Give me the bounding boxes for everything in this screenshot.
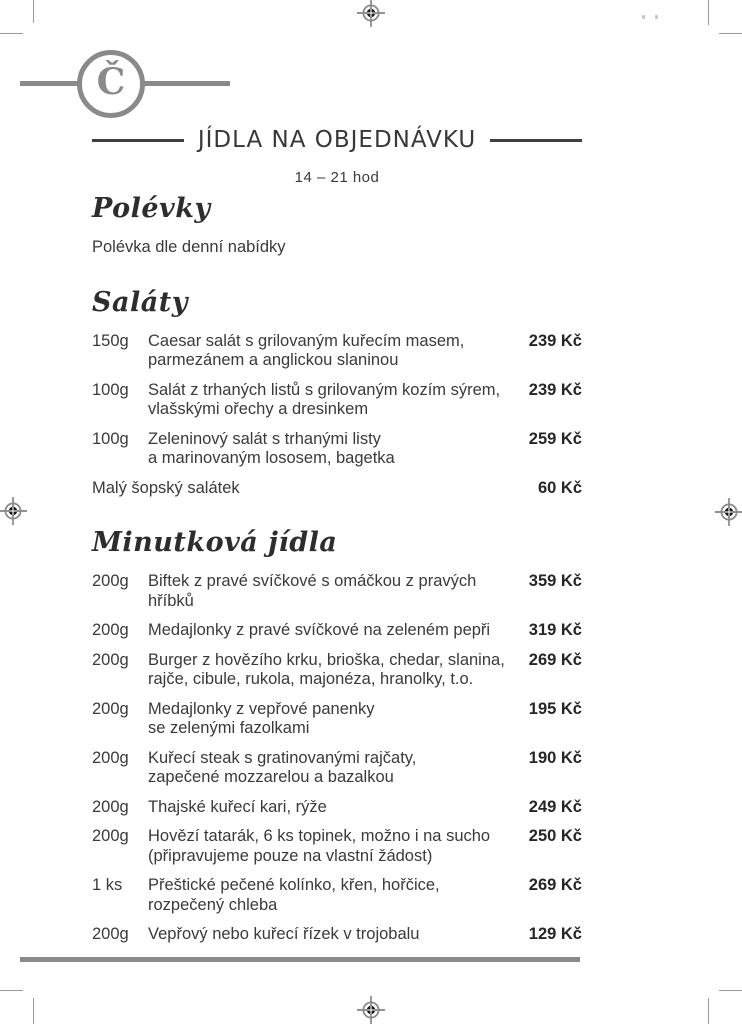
item-description-line: a marinovaným lososem, bagetka [148, 449, 395, 467]
item-price: 259 Kč [528, 429, 582, 448]
item-description-line: Thajské kuřecí kari, rýže [148, 797, 327, 816]
item-description [148, 749, 518, 788]
menu-item [92, 621, 582, 641]
item-price: 359 Kč [528, 572, 582, 590]
item-description-line: zapečené mozzarelou a bazalkou [148, 768, 394, 786]
item-description-line: Caesar salát s grilovaným kuřecím masem, [148, 331, 465, 350]
item-description-line: Vepřový nebo kuřecí řízek v trojobalu [148, 925, 420, 943]
item-description [148, 332, 518, 371]
item-description [148, 876, 518, 915]
section-heading: Minutková jídla [92, 527, 338, 558]
crop-mark-bottom-right-vertical [708, 998, 709, 1024]
item-description [92, 479, 518, 499]
menu-item [92, 827, 582, 866]
item-description-line: Přeštické pečené kolínko, křen, hořčice, [148, 876, 440, 894]
item-weight: 200g [92, 699, 129, 718]
registration-mark-icon [357, 996, 385, 1024]
item-weight: 200g [92, 827, 129, 845]
item-description-line: vlašskými ořechy a dresinkem [148, 400, 369, 418]
item-description-line: Biftek z pravé svíčkové s omáčkou z pravých hříbků [148, 572, 477, 610]
item-price: 319 Kč [528, 621, 582, 639]
section-heading: Saláty [92, 286, 188, 318]
item-description [148, 381, 518, 420]
item-weight: 1 ks [92, 876, 123, 894]
print-speck [642, 15, 645, 19]
menu-section-1 [92, 287, 582, 499]
heading-rule-left [92, 139, 184, 142]
item-description-line: Kuřecí steak s gratinovanými rajčaty, [148, 748, 417, 767]
menu-item [92, 798, 582, 818]
item-description [148, 572, 518, 611]
item-description-line: Burger z hovězího krku, brioška, chedar, slanina, [148, 650, 505, 669]
item-description [148, 621, 518, 641]
item-description [148, 798, 518, 818]
menu-section-2 [92, 527, 582, 945]
item-description-line: Malý šopský salátek [92, 478, 240, 497]
menu-item [92, 925, 582, 945]
item-price: 249 Kč [528, 797, 582, 816]
item-price: 129 Kč [528, 925, 582, 943]
item-description-line: Medajlonky z vepřové panenky [148, 699, 375, 718]
item-description [148, 827, 518, 866]
item-price: 239 Kč [528, 331, 582, 350]
menu-item [92, 651, 582, 690]
item-description-line: rozpečený chleba [148, 895, 278, 914]
heading-rule-right [490, 139, 582, 142]
menu-item [92, 876, 582, 915]
item-weight: 200g [92, 797, 129, 816]
registration-mark-icon [715, 498, 742, 526]
menu-item [92, 572, 582, 611]
item-description-line: Hovězí tatarák, 6 ks topinek, možno i na sucho [148, 827, 491, 845]
item-price: 60 Kč [537, 478, 582, 497]
menu-item [92, 430, 582, 469]
logo-dragon-c-icon [77, 50, 145, 118]
menu-item [92, 381, 582, 420]
item-weight: 200g [92, 748, 129, 767]
item-price: 250 Kč [528, 827, 582, 845]
footer-rule [20, 957, 580, 962]
crop-mark-bottom-left-horizontal [0, 990, 23, 991]
item-price: 269 Kč [528, 650, 582, 669]
crop-mark-top-left-horizontal [0, 33, 23, 34]
item-price: 195 Kč [528, 699, 582, 718]
page-heading [92, 127, 582, 153]
crop-mark-bottom-right-horizontal [719, 990, 742, 991]
item-description-line: parmezánem a anglickou slaninou [148, 351, 399, 369]
item-description-line: Salát z trhaných listů s grilovaným kozím sýrem, [148, 380, 501, 399]
item-price: 239 Kč [528, 380, 582, 399]
item-description-line: Polévka dle denní nabídky [92, 238, 286, 256]
section-heading: Polévky [92, 193, 211, 224]
menu-item [92, 238, 582, 258]
item-description [92, 238, 582, 258]
crop-mark-bottom-left-vertical [33, 998, 34, 1024]
menu-sections [92, 193, 582, 974]
item-weight: 100g [92, 429, 129, 448]
crop-mark-top-right-vertical [708, 0, 709, 25]
item-description [148, 430, 518, 469]
crop-mark-top-left-vertical [33, 0, 34, 23]
menu-item [92, 749, 582, 788]
menu-item [92, 700, 582, 739]
item-price: 190 Kč [528, 748, 582, 767]
serving-hours: 14 – 21 hod [294, 169, 380, 186]
item-description-line: Medajlonky z pravé svíčkové na zeleném pepři [148, 621, 491, 639]
item-description [148, 651, 518, 690]
item-description [148, 700, 518, 739]
item-description [148, 925, 518, 945]
item-description-line: rajče, cibule, rukola, majonéza, hranolky, t.o. [148, 670, 474, 688]
item-weight: 200g [92, 572, 129, 590]
logo-letter: Č [96, 61, 126, 103]
registration-mark-icon [0, 497, 27, 525]
item-weight: 100g [92, 380, 129, 399]
item-description-line: (připravujeme pouze na vlastní žádost) [148, 846, 433, 865]
item-description-line: se zelenými fazolkami [148, 719, 310, 737]
item-weight: 150g [92, 331, 129, 350]
crop-mark-top-right-horizontal [719, 33, 742, 34]
page-title: JÍDLA NA OBJEDNÁVKU [197, 127, 477, 153]
menu-section-0 [92, 193, 582, 258]
menu-item [92, 479, 582, 499]
item-weight: 200g [92, 621, 129, 639]
registration-mark-icon [357, 0, 385, 27]
item-weight: 200g [92, 650, 129, 669]
print-speck [655, 15, 658, 19]
item-price: 269 Kč [528, 876, 582, 894]
item-description-line: Zeleninový salát s trhanými listy [148, 429, 381, 448]
item-weight: 200g [92, 925, 129, 943]
menu-item [92, 332, 582, 371]
